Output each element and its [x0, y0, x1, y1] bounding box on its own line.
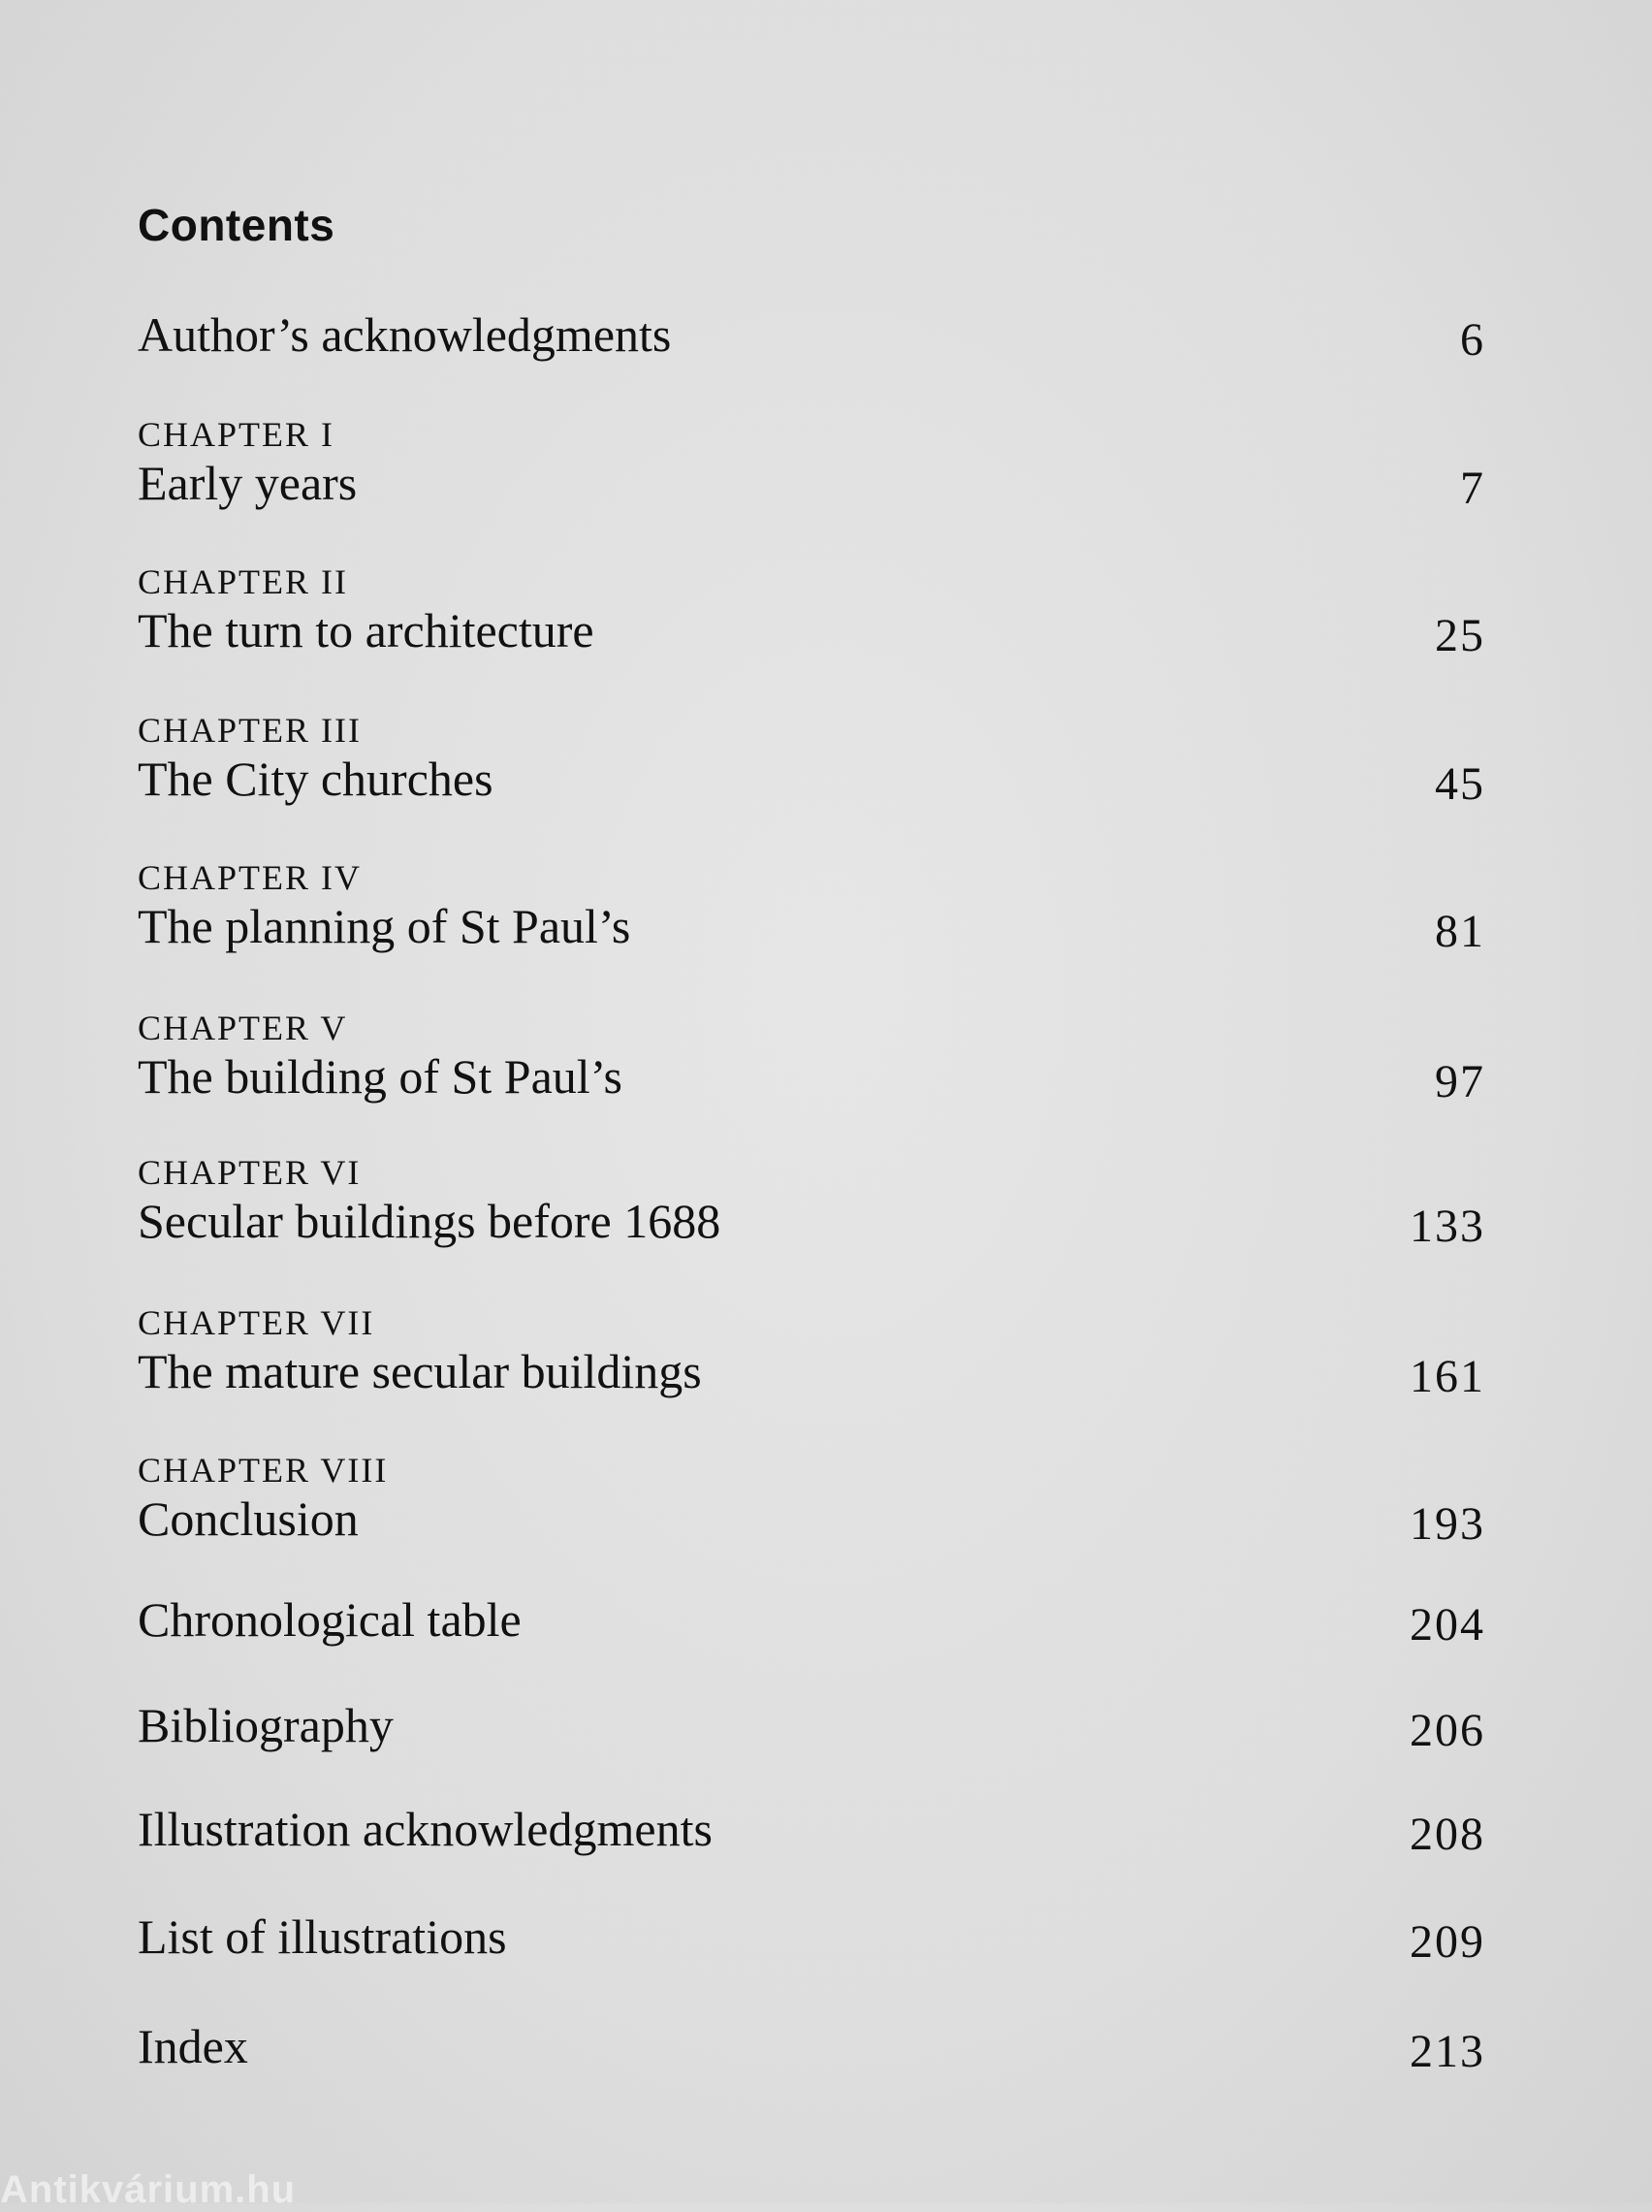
toc-title: Conclusion	[138, 1491, 359, 1546]
contents-heading: Contents	[138, 200, 335, 250]
toc-title: Illustration acknowledgments	[138, 1802, 713, 1856]
toc-row	[138, 1047, 1485, 1106]
toc-row	[138, 1490, 1485, 1548]
toc-row	[138, 2017, 1485, 2075]
toc-row	[138, 1696, 1485, 1754]
toc-row	[138, 305, 1485, 364]
toc-page-number: 7	[1460, 463, 1485, 514]
toc-row	[138, 601, 1485, 659]
toc-page-number: 45	[1435, 758, 1485, 810]
toc-title: Bibliography	[138, 1698, 394, 1752]
chapter-label: CHAPTER IV	[138, 858, 363, 897]
toc-title: List of illustrations	[138, 1909, 507, 1964]
toc-row	[138, 1800, 1485, 1858]
toc-page-number: 208	[1410, 1809, 1485, 1860]
chapter-label: CHAPTER VII	[138, 1303, 375, 1342]
toc-title: The planning of St Paul’s	[138, 899, 631, 953]
watermark: Antikvárium.hu	[0, 2168, 297, 2211]
toc-entry	[138, 711, 1485, 808]
toc-page-number: 25	[1435, 610, 1485, 661]
toc-entry	[138, 562, 1485, 659]
toc-entry	[138, 415, 1485, 512]
toc-entry	[138, 1009, 1485, 1106]
toc-page-number: 213	[1410, 2026, 1485, 2077]
toc-entry	[138, 1907, 1485, 1966]
toc-row	[138, 1907, 1485, 1966]
toc-title: The turn to architecture	[138, 603, 594, 657]
toc-row	[138, 1342, 1485, 1400]
toc-entry	[138, 1303, 1485, 1400]
toc-entry	[138, 305, 1485, 364]
chapter-label: CHAPTER III	[138, 711, 362, 750]
toc-page-number: 193	[1410, 1498, 1485, 1550]
toc-entry	[138, 2017, 1485, 2075]
toc-title: The City churches	[138, 752, 493, 806]
toc-page-number: 97	[1435, 1056, 1485, 1107]
toc-page-number: 204	[1410, 1599, 1485, 1651]
chapter-label: CHAPTER VIII	[138, 1451, 389, 1490]
toc-row	[138, 454, 1485, 512]
toc-title: Chronological table	[138, 1592, 522, 1647]
toc-title: The building of St Paul’s	[138, 1049, 622, 1104]
toc-entry	[138, 1590, 1485, 1649]
toc-title: Author’s acknowledgments	[138, 307, 672, 362]
toc-row	[138, 1192, 1485, 1250]
chapter-label: CHAPTER II	[138, 562, 348, 601]
toc-title: Early years	[138, 456, 358, 510]
toc-page-number: 133	[1410, 1201, 1485, 1252]
toc-title: The mature secular buildings	[138, 1344, 702, 1398]
toc-page-number: 81	[1435, 906, 1485, 957]
chapter-label: CHAPTER V	[138, 1009, 348, 1047]
toc-page-number: 6	[1460, 314, 1485, 366]
toc-title: Index	[138, 2019, 248, 2073]
toc-entry	[138, 1800, 1485, 1858]
toc-page-number: 161	[1410, 1351, 1485, 1402]
toc-row	[138, 750, 1485, 808]
toc-entry	[138, 1153, 1485, 1250]
toc-entry	[138, 858, 1485, 955]
toc-title: Secular buildings before 1688	[138, 1194, 721, 1248]
toc-entry	[138, 1451, 1485, 1548]
toc-page-number: 209	[1410, 1916, 1485, 1968]
chapter-label: CHAPTER VI	[138, 1153, 362, 1192]
toc-row	[138, 897, 1485, 955]
toc-row	[138, 1590, 1485, 1649]
chapter-label: CHAPTER I	[138, 415, 335, 454]
toc-page-number: 206	[1410, 1705, 1485, 1756]
toc-entry	[138, 1696, 1485, 1754]
